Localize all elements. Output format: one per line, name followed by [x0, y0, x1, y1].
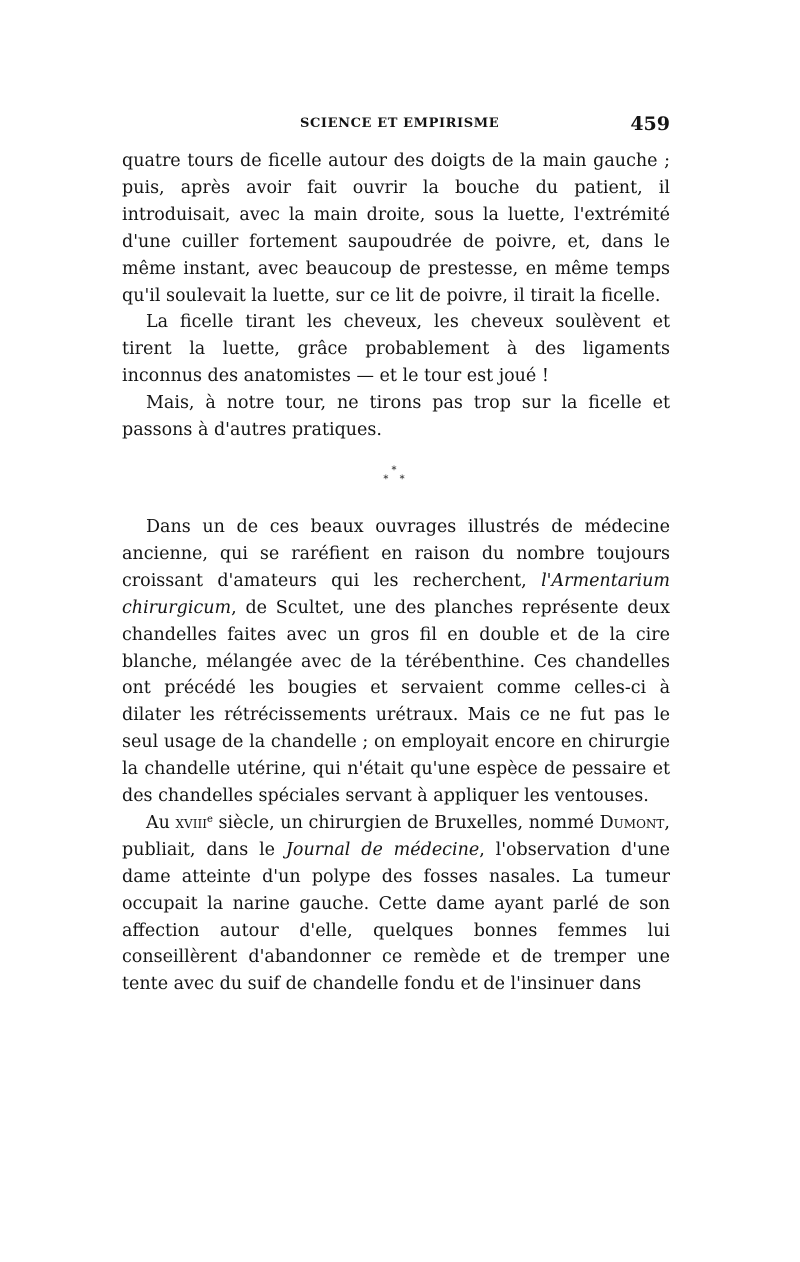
body-text	[122, 148, 670, 998]
paragraph-continued: quatre tours de ficelle autour des doigts de la main gauche ; puis, après avoir fait ouvrir la bouche du patient, il introduisait, avec la main droite, sous la luette, l'extrémité d'une cuiller fortement saupoudrée de poivre, et, dans le même instant, avec beaucoup de prestesse, en même temps qu'il soulevait la luette, sur ce lit de poivre, il tirait la ficelle.	[122, 151, 670, 306]
asterism-bottom: * *	[383, 473, 409, 485]
book-title-armentarium: l'Armentarium chirurgicum	[122, 570, 670, 618]
running-title: SCIENCE ET EMPIRISME	[300, 116, 500, 131]
century-numeral: xviii	[175, 812, 207, 833]
text-run: siècle, un chirurgien de Bruxelles, nommé	[212, 812, 600, 833]
journal-title: Journal de médecine	[285, 839, 480, 860]
asterism-divider	[122, 466, 670, 484]
page-number: 459	[630, 113, 670, 135]
text-run: , publiait, dans le	[122, 812, 670, 860]
asterism-top: *	[391, 464, 401, 476]
text-run: Au	[146, 812, 176, 833]
century-superscript: e	[206, 813, 213, 825]
text-run: Dans un de ces beaux ouvrages illustrés de médecine ancienne, qui se raréfient en raison du nombre toujours croissant d'amateurs qui les recherchent,	[122, 516, 670, 591]
paragraph-dumont	[122, 810, 670, 998]
text-run: , de Scultet, une des planches représente deux chandelles faites avec un gros fil en double et de la cire blanche, mélangée avec de la térébenthine. Ces chandelles ont précédé les bougies et servaient comme celles-ci à dilater les rétrécissements urétraux. Mais ce ne fut pas le seul usage de la chandelle ; on employait encore en chirurgie la chandelle utérine, qui n'était qu'une espèce de pessaire et des chandelles spéciales servant à appliquer les ventouses.	[122, 597, 670, 807]
paragraph-chandelles	[122, 514, 670, 810]
paragraph-ficelle: La ficelle tirant les cheveux, les cheveux soulèvent et tirent la luette, grâce probablement à des ligaments inconnus des anatomistes — et le tour est joué !	[122, 312, 670, 387]
surgeon-name: Dumont	[599, 812, 665, 833]
running-head	[122, 113, 670, 140]
text-run: , l'observation d'une dame atteinte d'un polype des fosses nasales. La tumeur occupait la narine gauche. Cette dame ayant parlé de son affection autour d'elle, quelques bonnes femmes lui conseillèrent d'abandonner ce remède et de tremper une tente avec du suif de chandelle fondu et de l'insinuer dans	[122, 839, 670, 995]
paragraph-notre-tour: Mais, à notre tour, ne tirons pas trop sur la ficelle et passons à d'autres pratiques.	[122, 393, 670, 441]
